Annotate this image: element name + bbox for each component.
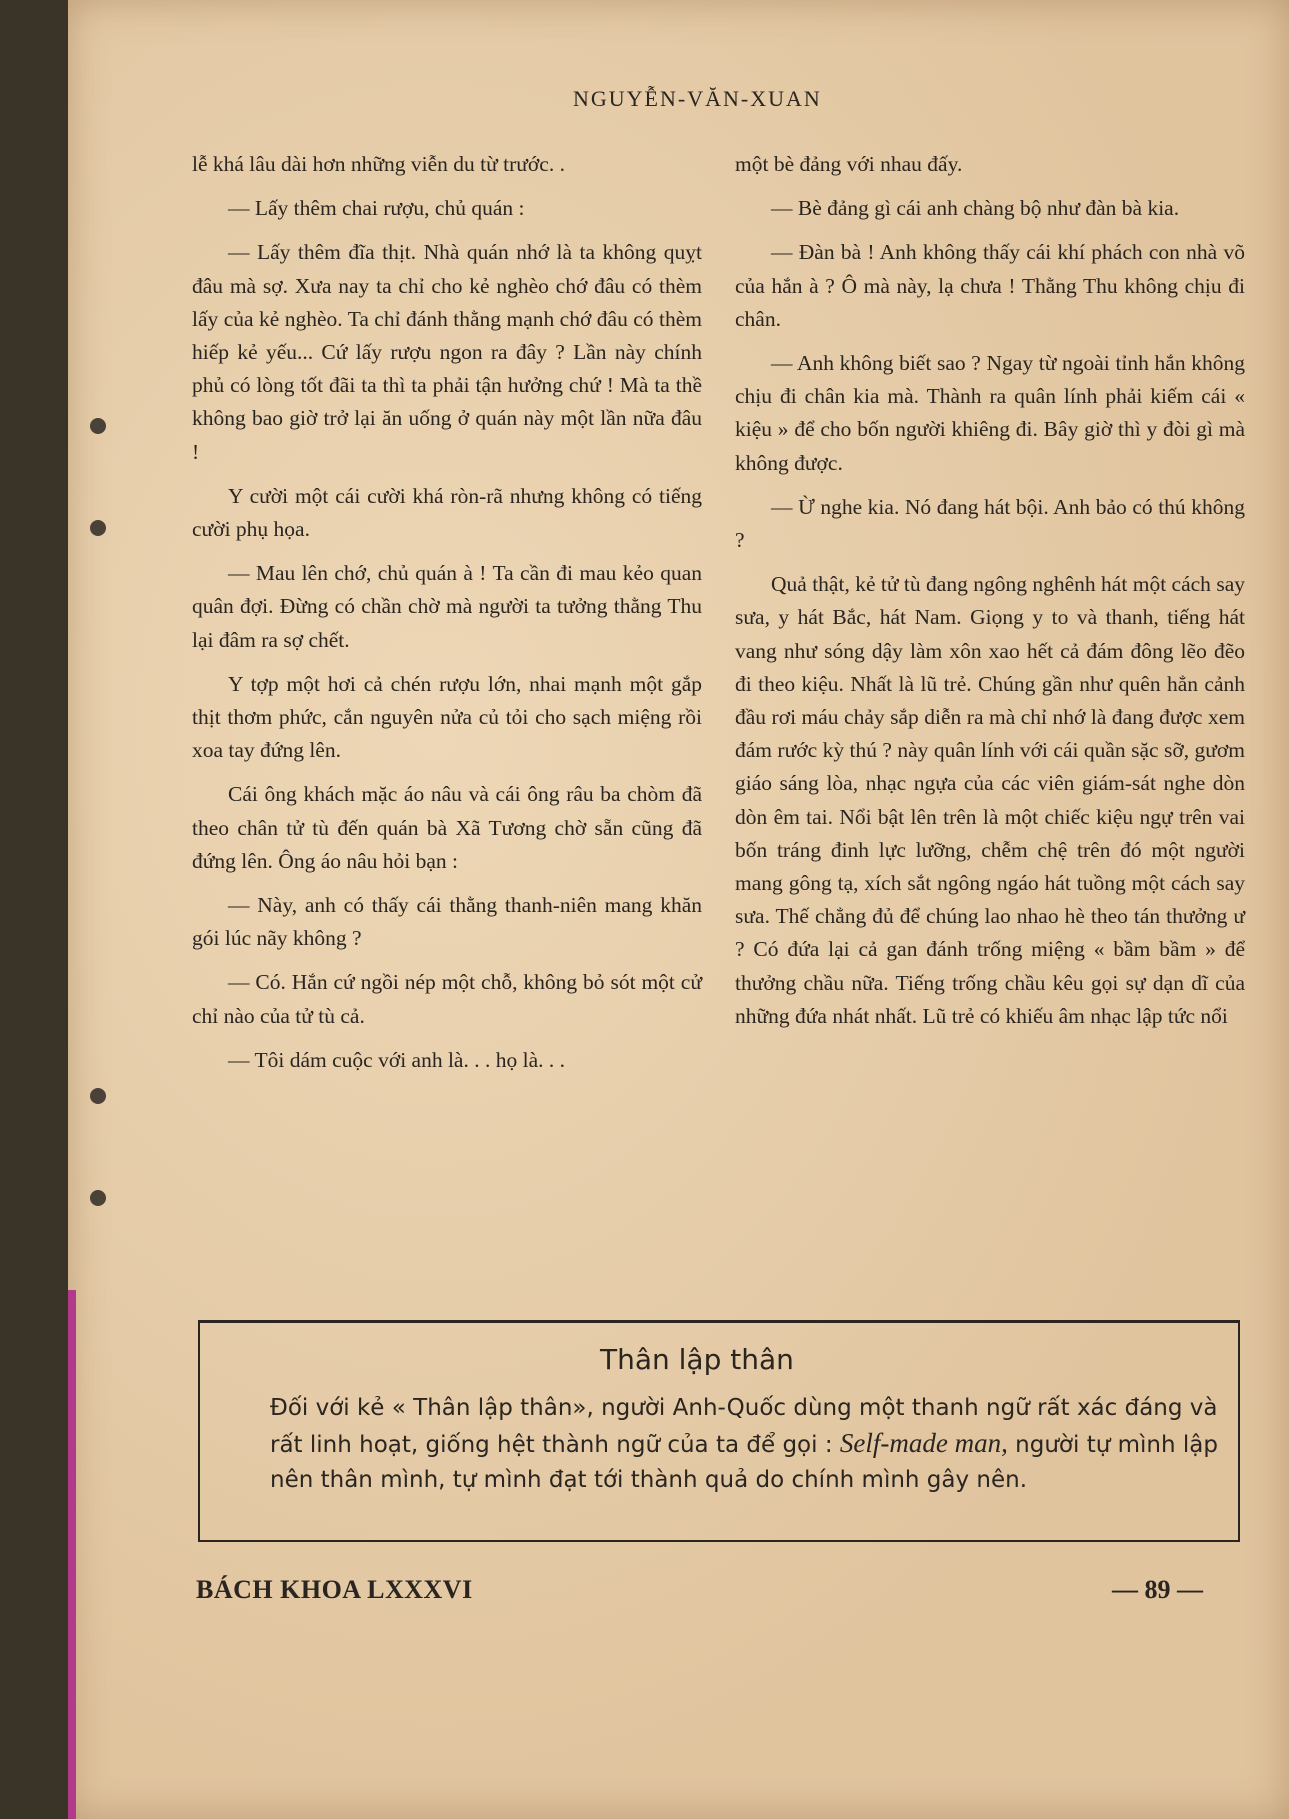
paragraph: Quả thật, kẻ tử tù đang ngông nghênh hát một cách say sưa, y hát Bắc, hát Nam. Giọng y to và thanh, tiếng hát vang như sóng dậy làm xôn xao hết cả đám đông lẽo đẽo đi theo kiệu. Nhất là lũ trẻ. Chúng gần như quên hẳn cảnh đầu rơi máu chảy sắp diễn ra mà chỉ nhớ là đang được xem đám rước kỳ thú ? này quân lính với cái quần sặc sỡ, gươm giáo sáng lòa, nhạc ngựa của các viên giám-sát nghe dòn dòn êm tai. Nổi bật lên trên là một chiếc kiệu ngự trên vai bốn tráng đinh lực lưỡng, chễm chệ trên đó một người mang gông tạ, xích sắt ngông ngáo hát tuồng một cách say sưa. Thế chẳng đủ để chúng lao nhao hè theo tán thưởng ư ? Có đứa lại cả gan đánh trống miệng « bầm bầm » để thưởng chầu nữa. Tiếng trống chầu kêu gọi sự dạn dĩ của những đứa nhát nhất. Lũ trẻ có khiếu âm nhạc lập tức nổi <box>735 572 1245 1028</box>
box-text <box>270 1391 1230 1498</box>
paragraph: một bè đảng với nhau đấy. <box>735 152 963 176</box>
binding-edge <box>68 1290 76 1819</box>
paragraph: — Ừ nghe kia. Nó đang hát bội. Anh bảo có thú không ? <box>735 494 1245 553</box>
paragraph: — Anh không biết sao ? Ngay từ ngoài tỉnh hắn không chịu đi chân kia mà. Thành ra quân lính phải kiếm cái « kiệu » để cho bốn người khiêng đi. Bây giờ thì y đòi gì mà không được. <box>735 351 1245 475</box>
sidebar-box <box>198 1320 1240 1542</box>
box-text-after: người tự mình lập nên thân mình, tự mình đạt tới thành quả do chính mình gây nên. <box>270 1432 1218 1493</box>
paragraph: — Này, anh có thấy cái thằng thanh-niên mang khăn gói lúc nãy không ? <box>192 893 702 951</box>
paragraph: — Tôi dám cuộc với anh là. . . họ là. . . <box>228 1047 565 1072</box>
page-number: — 89 — <box>1112 1575 1203 1604</box>
paragraph: lễ khá lâu dài hơn những viễn du từ trước. . <box>192 152 565 176</box>
box-title: Thân lập thân <box>600 1343 794 1376</box>
paragraph: Y cười một cái cười khá ròn-rã nhưng không có tiếng cười phụ họa. <box>192 483 702 542</box>
punch-hole <box>90 1190 106 1206</box>
punch-hole <box>90 1088 106 1104</box>
paragraph: — Lấy thêm đĩa thịt. Nhà quán nhớ là ta không quỵt đâu mà sợ. Xưa nay ta chỉ cho kẻ nghèo chớ đâu có thèm lấy của kẻ nghèo. Ta chỉ đánh thằng mạnh chớ đâu có thèm hiếp kẻ yếu... Cứ lấy rượu ngon ra đây ? Lần này chính phủ có lòng tốt đãi ta thì ta phải tận hưởng chứ ! Mà ta thề không bao giờ trở lại ăn uống ở quán này một lần nữa đâu ! <box>192 240 702 464</box>
running-header: NGUYỄN-VĂN-XUAN <box>573 86 822 111</box>
paragraph: — Lấy thêm chai rượu, chủ quán : <box>228 196 525 221</box>
right-column <box>735 148 1245 1044</box>
magazine-title: BÁCH KHOA LXXXVI <box>196 1575 473 1604</box>
paragraph: — Bè đảng gì cái anh chàng bộ như đàn bà kia. <box>771 196 1180 221</box>
punch-hole <box>90 418 106 434</box>
paragraph: — Mau lên chớ, chủ quán à ! Ta cần đi mau kẻo quan quân đợi. Đừng có chần chờ mà người ta tưởng thằng Thu lại đâm ra sợ chết. <box>192 561 702 652</box>
box-text-before: Đối với kẻ « Thân lập thân», người Anh-Quốc dùng một thanh ngữ rất xác đáng và rất linh hoạt, giống hệt thành ngữ của ta để gọi : <box>270 1395 1218 1458</box>
paragraph: Cái ông khách mặc áo nâu và cái ông râu ba chòm đã theo chân tử tù đến quán bà Xã Tương chờ sẵn cũng đã đứng lên. Ông áo nâu hỏi bạn : <box>192 782 702 873</box>
paragraph: Y tợp một hơi cả chén rượu lớn, nhai mạnh một gắp thịt thơm phức, cắn nguyên nửa củ tỏi cho sạch miệng rồi xoa tay đứng lên. <box>192 671 702 763</box>
box-phrase: Self-made man, <box>839 1428 1008 1458</box>
paragraph: — Có. Hắn cứ ngồi nép một chỗ, không bỏ sót một cử chỉ nào của tử tù cả. <box>192 970 702 1028</box>
paragraph: — Đàn bà ! Anh không thấy cái khí phách con nhà võ của hắn à ? Ô mà này, lạ chưa ! Thằng Thu không chịu đi chân. <box>735 240 1245 331</box>
punch-hole <box>90 520 106 536</box>
left-column <box>192 148 702 1088</box>
